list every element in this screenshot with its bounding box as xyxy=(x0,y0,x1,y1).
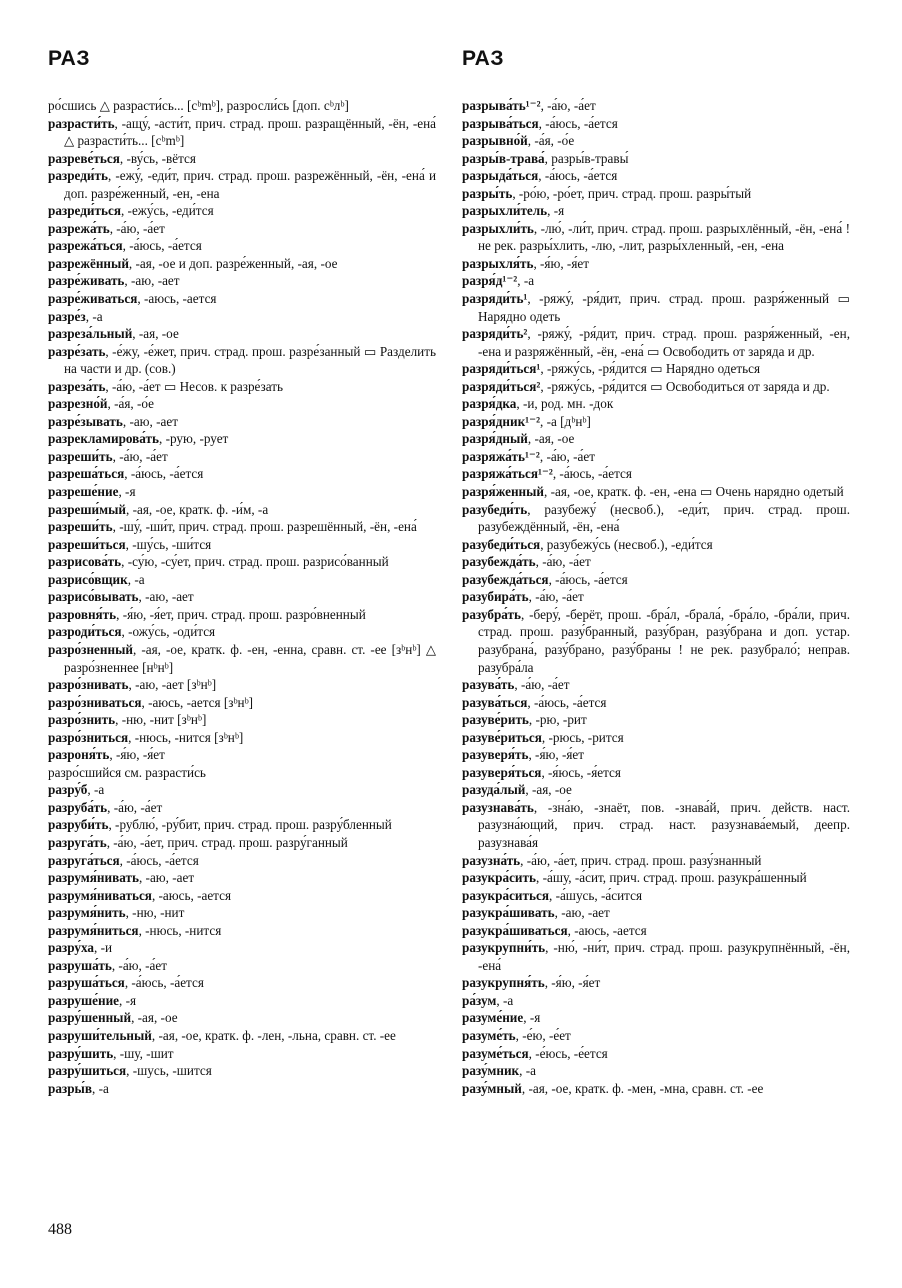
dictionary-entry: ро́сшись △ разрасти́сь... [cᵇmᵇ], разросли́сь [доп. cᵇлᵇ] xyxy=(48,98,349,113)
dictionary-entry: разреши́ть, -а́ю, -а́ет xyxy=(48,448,168,464)
left-column xyxy=(48,97,436,1097)
dictionary-entry: разроди́ться, -ожу́сь, -оди́тся xyxy=(48,624,216,640)
dictionary-entry: разузнава́ть, -зна́ю, -знаёт, пов. -знава́й, прич. действ. наст. разузна́ющий, прич. страд. наст. разузнава́емый, деепр. разузнава́я xyxy=(462,799,850,850)
dictionary-entry: разреве́ться, -ву́сь, -вётся xyxy=(48,150,196,166)
dictionary-entry: разря́дка, -и, род. мн. -док xyxy=(462,396,614,412)
dictionary-entry: разровня́ть, -я́ю, -я́ет, прич. страд. прош. разро́вненный xyxy=(48,606,366,622)
dictionary-entry: разрумя́ниться, -нюсь, -нится xyxy=(48,922,222,938)
dictionary-entry: разреза́ть, -а́ю, -а́ет ▭ Несов. к разре́зать xyxy=(48,378,284,394)
right-column xyxy=(462,97,850,1097)
dictionary-entry: разрисова́ть, -су́ю, -су́ет, прич. страд. прош. разрисо́ванный xyxy=(48,554,389,570)
dictionary-entry: разукрупня́ть, -я́ю, -я́ет xyxy=(462,975,601,991)
dictionary-entry: разряжа́ться¹⁻², -а́юсь, -а́ется xyxy=(462,466,632,482)
dictionary-entry: разрумя́нить, -ню, -нит xyxy=(48,905,185,921)
dictionary-entry: разува́ться, -а́юсь, -а́ется xyxy=(462,694,607,710)
dictionary-entry: разруша́ть, -а́ю, -а́ет xyxy=(48,957,167,973)
dictionary-entry: разреди́ть, -ежу́, -еди́т, прич. страд. прош. разрежённый, -ён, -ена́ и доп. разре́женный, -ен, -ена xyxy=(48,168,436,201)
dictionary-entry: разреши́мый, -ая, -ое, кратк. ф. -и́м, -а xyxy=(48,501,269,517)
page-number: 488 xyxy=(48,1221,72,1238)
dictionary-entry: разубежда́ть, -а́ю, -а́ет xyxy=(462,554,591,570)
dictionary-entry: разуда́лый, -ая, -ое xyxy=(462,782,572,798)
dictionary-entry: разро́знить, -ню, -нит [зᵇнᵇ] xyxy=(48,712,207,728)
dictionary-entry: разукра́сить, -а́шу, -а́сит, прич. страд. прош. разукра́шенный xyxy=(462,870,807,886)
dictionary-entry: разрезно́й, -а́я, -о́е xyxy=(48,396,155,412)
dictionary-entry: разру́шить, -шу, -шит xyxy=(48,1045,174,1061)
dictionary-entry: разува́ть, -а́ю, -а́ет xyxy=(462,677,570,693)
dictionary-entry: разреши́ть, -шу́, -ши́т, прич. страд. прош. разрешённый, -ён, -ена́ xyxy=(48,519,417,535)
dictionary-entry: разуме́ться, -е́юсь, -е́ется xyxy=(462,1045,608,1061)
dictionary-entry: разу́мник, -а xyxy=(462,1063,536,1079)
dictionary-entry: разру́шиться, -шусь, -шится xyxy=(48,1063,212,1079)
dictionary-entry: разрежа́ться, -а́юсь, -а́ется xyxy=(48,238,202,254)
right-running-header: РАЗ xyxy=(462,47,504,70)
dictionary-entry: разряжа́ть¹⁻², -а́ю, -а́ет xyxy=(462,448,595,464)
dictionary-entry: разуверя́ться, -я́юсь, -я́ется xyxy=(462,764,621,780)
dictionary-entry: разро́знивать, -аю, -ает [зᵇнᵇ] xyxy=(48,677,217,693)
dictionary-entry: разруби́ть, -рублю́, -ру́бит, прич. страд. прош. разру́бленный xyxy=(48,817,392,833)
dictionary-entry: разре́живать, -аю, -ает xyxy=(48,273,180,289)
dictionary-entry: разрекламирова́ть, -рую, -рует xyxy=(48,431,229,447)
dictionary-entry: разре́зывать, -аю, -ает xyxy=(48,413,178,429)
dictionary-entry: разреди́ться, -ежу́сь, -еди́тся xyxy=(48,203,214,219)
dictionary-entry: разрыхли́тель, -я xyxy=(462,203,565,219)
dictionary-entry: разрывно́й, -а́я, -о́е xyxy=(462,133,575,149)
dictionary-entry: разря́женный, -ая, -ое, кратк. ф. -ен, -ена ▭ Очень нарядно одетый xyxy=(462,484,844,500)
dictionary-entry: разро́зниться, -нюсь, -нится [зᵇнᵇ] xyxy=(48,729,244,745)
dictionary-entry: разру́шенный, -ая, -ое xyxy=(48,1010,178,1026)
dictionary-entry: разубеди́ться, разубежу́сь (несвоб.), -еди́тся xyxy=(462,536,713,552)
dictionary-entry: разря́дный, -ая, -ое xyxy=(462,431,575,447)
left-running-header: РАЗ xyxy=(48,47,90,70)
dictionary-entry: разруга́ться, -а́юсь, -а́ется xyxy=(48,852,199,868)
dictionary-entry: разрежённый, -ая, -ое и доп. разре́женный, -ая, -ое xyxy=(48,255,338,271)
dictionary-entry: разуверя́ть, -я́ю, -я́ет xyxy=(462,747,585,763)
dictionary-entry: разуме́ть, -е́ю, -е́ет xyxy=(462,1027,571,1043)
dictionary-entry: разубежда́ться, -а́юсь, -а́ется xyxy=(462,571,628,587)
dictionary-entry: разрыда́ться, -а́юсь, -а́ется xyxy=(462,168,618,184)
dictionary-entry: разре́живаться, -аюсь, -ается xyxy=(48,291,217,307)
dictionary-entry: разря́дник¹⁻², -а [дᵇнᵇ] xyxy=(462,413,591,429)
dictionary-entry: разро́зниваться, -аюсь, -ается [зᵇнᵇ] xyxy=(48,694,254,710)
dictionary-entry: разукрупни́ть, -ню́, -ни́т, прич. страд. прош. разукрупнённый, -ён, -ена́ xyxy=(462,940,850,973)
dictionary-entry: разрисо́вывать, -аю, -ает xyxy=(48,589,194,605)
dictionary-entry: разрыхля́ть, -я́ю, -я́ет xyxy=(462,255,590,271)
dictionary-entry: разрумя́нивать, -аю, -ает xyxy=(48,870,195,886)
dictionary-entry: разрыхли́ть, -лю́, -ли́т, прич. страд. прош. разрыхлённый, -ён, -ена́ ! не рек. разры́хлить, -лю, -лит, разры́хленный, -ен, -ена xyxy=(462,220,850,254)
dictionary-entry: разуме́ние, -я xyxy=(462,1010,541,1026)
dictionary-entry: разры́в-трава́, разры́в-травы́ xyxy=(462,150,629,166)
dictionary-entry: разузна́ть, -а́ю, -а́ет, прич. страд. прош. разу́знанный xyxy=(462,852,762,868)
dictionary-entry: разряди́ться¹, -ряжу́сь, -ря́дится ▭ Нарядно одеться xyxy=(462,361,761,377)
dictionary-entry: разреше́ние, -я xyxy=(48,484,136,500)
dictionary-entry: разуве́риться, -рюсь, -рится xyxy=(462,729,624,745)
dictionary-entry: разруши́тельный, -ая, -ое, кратк. ф. -лен, -льна, сравн. ст. -ее xyxy=(48,1027,396,1043)
dictionary-entry: разруша́ться, -а́юсь, -а́ется xyxy=(48,975,204,991)
dictionary-entry: разрыва́ть¹⁻², -а́ю, -а́ет xyxy=(462,98,596,113)
dictionary-entry: разуве́рить, -рю, -рит xyxy=(462,712,587,728)
dictionary-entry: разукра́ситься, -а́шусь, -а́сится xyxy=(462,887,643,903)
dictionary-entry: разры́ть, -ро́ю, -ро́ет, прич. страд. прош. разры́тый xyxy=(462,185,752,201)
dictionary-entry: разубеди́ть, разубежу́ (несвоб.), -еди́т, прич. страд. прош. разубеждённый, -ён, -ена́ xyxy=(462,501,850,535)
dictionary-entry: разрежа́ть, -а́ю, -а́ет xyxy=(48,220,165,236)
dictionary-entry: разруга́ть, -а́ю, -а́ет, прич. страд. прош. разру́ганный xyxy=(48,834,348,850)
dictionary-entry: разу́мный, -ая, -ое, кратк. ф. -мен, -мна, сравн. ст. -ее xyxy=(462,1080,764,1096)
dictionary-entry: разро́сшийся см. разрасти́сь xyxy=(48,764,206,780)
dictionary-entry: разру́б, -а xyxy=(48,782,105,798)
dictionary-entry: разряди́ть², -ряжу́, -ря́дит, прич. страд. прош. разря́женный, -ен, -ена и разряжённый, -ён, -ена́ ▭ Освободить от заряда и др. xyxy=(462,326,850,359)
dictionary-entry: разры́в, -а xyxy=(48,1080,109,1096)
dictionary-entry: разру́ха, -и xyxy=(48,940,113,956)
dictionary-entry: разрисо́вщик, -а xyxy=(48,571,145,587)
dictionary-entry: разряди́ть¹, -ряжу́, -ря́дит, прич. страд. прош. разря́женный ▭ Нарядно одеть xyxy=(462,291,850,324)
dictionary-entry: разре́з, -а xyxy=(48,308,103,324)
dictionary-entry: разруба́ть, -а́ю, -а́ет xyxy=(48,799,163,815)
dictionary-entry: разреша́ться, -а́юсь, -а́ется xyxy=(48,466,204,482)
dictionary-entry: разукра́шиваться, -аюсь, -ается xyxy=(462,922,647,938)
dictionary-entry: разряди́ться², -ряжу́сь, -ря́дится ▭ Освободиться от заряда и др. xyxy=(462,378,830,394)
dictionary-entry: разрыва́ться, -а́юсь, -а́ется xyxy=(462,115,618,131)
dictionary-entry: разроня́ть, -я́ю, -я́ет xyxy=(48,747,165,763)
dictionary-entry: разреза́льный, -ая, -ое xyxy=(48,326,179,342)
dictionary-entry: разукра́шивать, -аю, -ает xyxy=(462,905,610,921)
dictionary-entry: разря́д¹⁻², -а xyxy=(462,273,535,289)
dictionary-entry: разубира́ть, -а́ю, -а́ет xyxy=(462,589,584,605)
dictionary-entry: разруше́ние, -я xyxy=(48,992,137,1008)
dictionary-entry: разро́зненный, -ая, -ое, кратк. ф. -ен, -енна, сравн. ст. -ее [зᵇнᵇ] △ разро́зненнее [нᵇнᵇ] xyxy=(48,641,436,675)
dictionary-entry: разреши́ться, -шу́сь, -ши́тся xyxy=(48,536,212,552)
dictionary-entry: разубра́ть, -беру́, -берёт, прош. -бра́л, -брала́, -бра́ло, -бра́ли, прич. страд. прош. разу́бранный, разу́бран, разу́брана и доп. устар. разубрана́, разу́брано, разу́браны ! не рек. разубрало́; неправ. разубра́ла xyxy=(462,606,850,675)
dictionary-entry: ра́зум, -а xyxy=(462,992,514,1008)
dictionary-entry: разрасти́ть, -ащу́, -асти́т, прич. страд. прош. разращённый, -ён, -ена́ △ разрасти́ть... [cᵇmᵇ] xyxy=(48,115,436,149)
dictionary-entry: разрумя́ниваться, -аюсь, -ается xyxy=(48,887,232,903)
dictionary-entry: разре́зать, -е́жу, -е́жет, прич. страд. прош. разре́занный ▭ Разделить на части и др. (сов.) xyxy=(48,343,436,377)
